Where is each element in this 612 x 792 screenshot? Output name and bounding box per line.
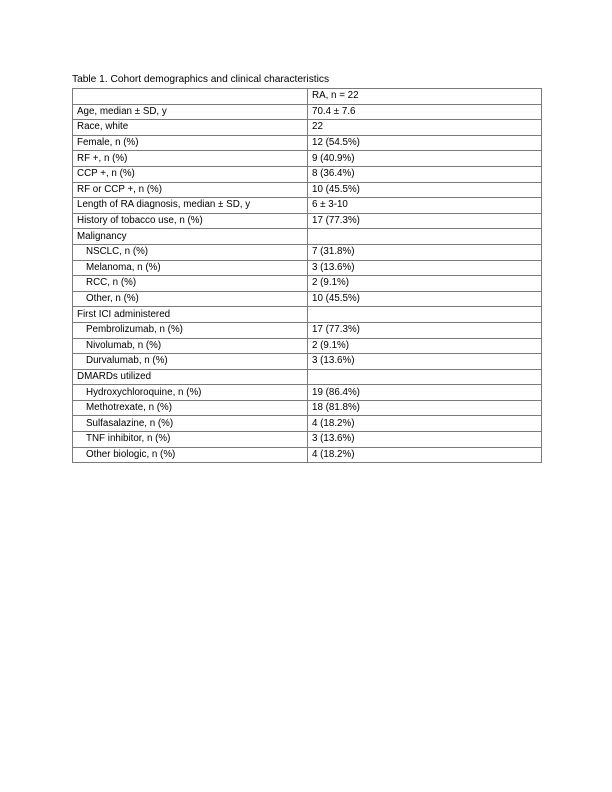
- row-label-cell: RF +, n (%): [73, 151, 308, 167]
- row-label-cell: History of tobacco use, n (%): [73, 213, 308, 229]
- row-value-cell: 12 (54.5%): [308, 135, 542, 151]
- row-label-cell: Age, median ± SD, y: [73, 104, 308, 120]
- row-value-cell: 17 (77.3%): [308, 322, 542, 338]
- row-value-cell: 9 (40.9%): [308, 151, 542, 167]
- row-value-cell: 4 (18.2%): [308, 416, 542, 432]
- row-label-cell: First ICI administered: [73, 307, 308, 323]
- table-row: [73, 432, 542, 448]
- table-row: [73, 229, 542, 245]
- row-label-cell: NSCLC, n (%): [73, 244, 308, 260]
- table-row: [73, 322, 542, 338]
- row-value-cell: 4 (18.2%): [308, 447, 542, 463]
- row-value-cell: [308, 307, 542, 323]
- table-row: [73, 120, 542, 136]
- row-label-cell: Durvalumab, n (%): [73, 354, 308, 370]
- row-value-cell: 3 (13.6%): [308, 260, 542, 276]
- row-label-cell: Sulfasalazine, n (%): [73, 416, 308, 432]
- table-row: [73, 244, 542, 260]
- table-row: [73, 307, 542, 323]
- row-value-cell: 3 (13.6%): [308, 354, 542, 370]
- row-value-cell: 7 (31.8%): [308, 244, 542, 260]
- table-row: [73, 338, 542, 354]
- table-row: [73, 291, 542, 307]
- row-value-cell: 18 (81.8%): [308, 400, 542, 416]
- row-value-cell: [308, 229, 542, 245]
- row-value-cell: 10 (45.5%): [308, 182, 542, 198]
- row-label-cell: Melanoma, n (%): [73, 260, 308, 276]
- row-label-cell: Pembrolizumab, n (%): [73, 322, 308, 338]
- header-value-cell: RA, n = 22: [308, 89, 542, 105]
- table-row: [73, 104, 542, 120]
- row-value-cell: 6 ± 3-10: [308, 198, 542, 214]
- row-label-cell: Malignancy: [73, 229, 308, 245]
- row-label-cell: Other biologic, n (%): [73, 447, 308, 463]
- table-row: [73, 182, 542, 198]
- row-label-cell: DMARDs utilized: [73, 369, 308, 385]
- table-row: [73, 400, 542, 416]
- cohort-table: [72, 88, 542, 463]
- table-row: [73, 276, 542, 292]
- table-row: [73, 369, 542, 385]
- row-value-cell: 19 (86.4%): [308, 385, 542, 401]
- table-header-row: [73, 89, 542, 105]
- table-caption: Table 1. Cohort demographics and clinical characteristics: [72, 74, 330, 85]
- row-label-cell: Race, white: [73, 120, 308, 136]
- table-row: [73, 135, 542, 151]
- table-row: [73, 416, 542, 432]
- table-row: [73, 213, 542, 229]
- row-value-cell: 17 (77.3%): [308, 213, 542, 229]
- row-value-cell: 8 (36.4%): [308, 166, 542, 182]
- row-label-cell: Female, n (%): [73, 135, 308, 151]
- row-value-cell: 22: [308, 120, 542, 136]
- row-label-cell: Other, n (%): [73, 291, 308, 307]
- row-value-cell: 2 (9.1%): [308, 338, 542, 354]
- row-value-cell: 10 (45.5%): [308, 291, 542, 307]
- row-label-cell: Hydroxychloroquine, n (%): [73, 385, 308, 401]
- table-row: [73, 151, 542, 167]
- row-label-cell: CCP +, n (%): [73, 166, 308, 182]
- row-label-cell: Methotrexate, n (%): [73, 400, 308, 416]
- row-value-cell: 70.4 ± 7.6: [308, 104, 542, 120]
- table-row: [73, 166, 542, 182]
- table-row: [73, 198, 542, 214]
- table-body: [73, 89, 542, 463]
- header-label-cell: [73, 89, 308, 105]
- table-row: [73, 354, 542, 370]
- row-label-cell: Nivolumab, n (%): [73, 338, 308, 354]
- table-row: [73, 260, 542, 276]
- table-row: [73, 447, 542, 463]
- row-label-cell: RCC, n (%): [73, 276, 308, 292]
- row-value-cell: [308, 369, 542, 385]
- table-row: [73, 385, 542, 401]
- row-label-cell: RF or CCP +, n (%): [73, 182, 308, 198]
- row-value-cell: 3 (13.6%): [308, 432, 542, 448]
- row-label-cell: Length of RA diagnosis, median ± SD, y: [73, 198, 308, 214]
- row-value-cell: 2 (9.1%): [308, 276, 542, 292]
- row-label-cell: TNF inhibitor, n (%): [73, 432, 308, 448]
